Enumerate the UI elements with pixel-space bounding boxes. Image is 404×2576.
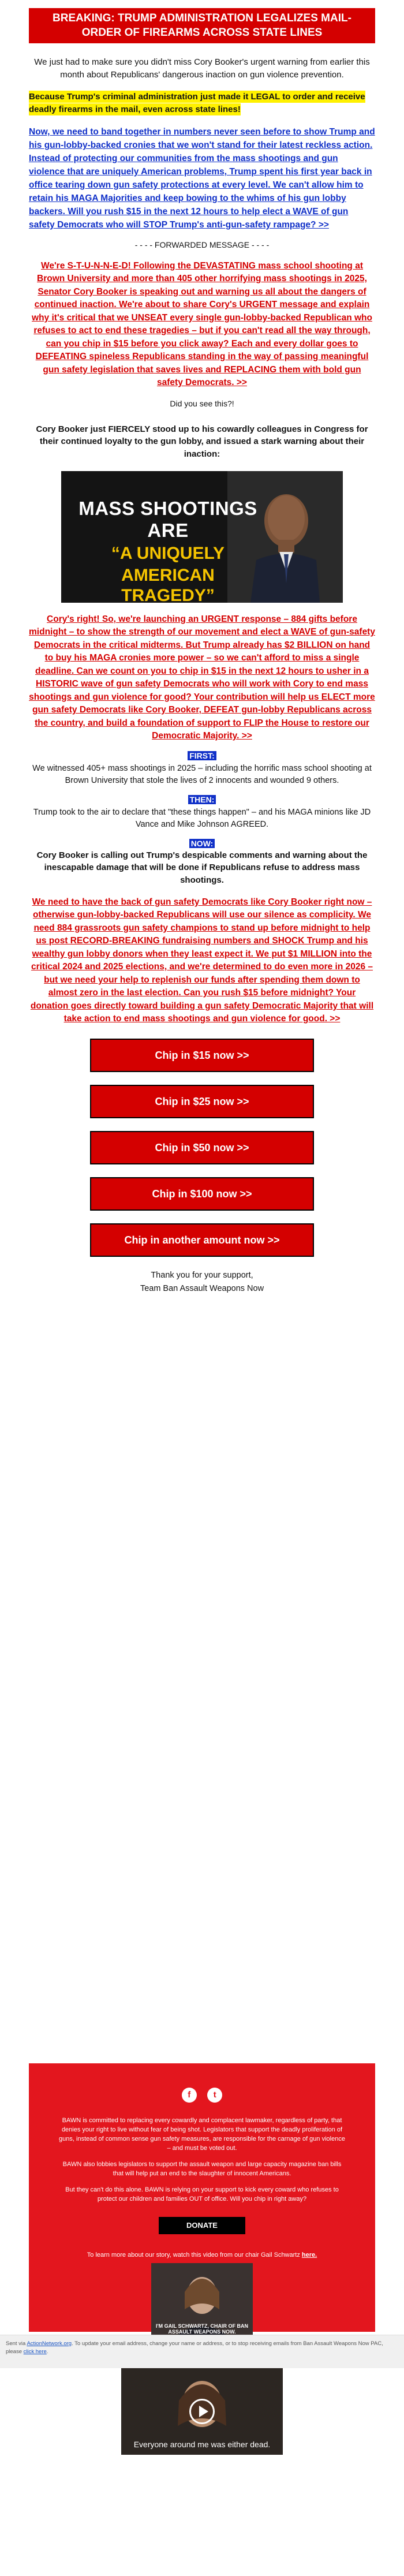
first-text: We witnessed 405+ mass shootings in 2025 – including the horrific mass school shooting at Brown University that stole the lives of 2 innocents and wounded 9 others.	[32, 763, 372, 785]
sent-via-bar: Sent via ActionNetwork.org. To update your email address, change your name or address, or to stop receiving emails from Ban Assault Weapons Now PAC, please click here.	[0, 2335, 404, 2368]
footer-mission: BAWN is committed to replacing every cowardly and complacent lawmaker, regardless of party, that denies your right to live without fear of being shot. Legislators that support the deadly proliferation of guns, instead of common sense gun safety measures, are responsible for the carnage of gun violence – and must be voted out.	[59, 2117, 345, 2152]
video1-caption: I'M GAIL SCHWARTZ, CHAIR OF BAN ASSAULT WEAPONS NOW.	[156, 2323, 248, 2335]
facebook-icon[interactable]: f	[182, 2088, 197, 2103]
gail-schwartz-video[interactable]	[151, 2263, 253, 2339]
blue-appeal-link[interactable]: Now, we need to band together in numbers never seen before to show Trump and his gun-lobby-backed cronies that we won't stand for their latest reckless action. Instead of protecting our communities from the mass shootings and gun violence that are uniquely American problems, Trump spent his first year back in office tearing down gun safety protections at every level. We can't allow him to retain his MAGA Majorities and keep bowing to the whims of his gun lobby backers. Will you rush $15 in the next 12 hours to help elect a WAVE of gun safety Democrats who will STOP Trump's anti-gun-safety rampage? >>	[29, 127, 375, 230]
first-label: FIRST:	[29, 751, 375, 761]
fewer-emails[interactable]	[29, 2467, 375, 2474]
signature-line: Team Ban Assault Weapons Now	[140, 1283, 264, 1293]
chip-in-100-button[interactable]: Chip in $100 now >>	[90, 1177, 314, 1211]
now-label: NOW:	[29, 839, 375, 849]
fewer-emails-link[interactable]: If you want to stay updated but receive fewer emails, please let us know.	[93, 2467, 311, 2474]
booker-quote-image[interactable]	[61, 471, 343, 603]
story-video-text: To learn more about our story, watch this video from our chair Gail Schwartz here.	[87, 2251, 317, 2258]
red-appeal-2[interactable]	[29, 613, 375, 743]
donation-buttons	[29, 1039, 375, 1257]
red-appeal-1-link[interactable]: We're S-T-U-N-N-E-D! Following the DEVASTATING mass school shooting at Brown University and more than 405 other horrifying mass shootings in 2025, Senator Cory Booker is speaking out and warning us all about the dangers of continued inaction. We're about to share Cory's URGENT message and explain why it's critical that we UNSEAT every single gun-lobby-backed Republican who refuses to act to end these tragedies – but if you can't read all the way through, can you chip in $15 before you click away? Each and every dollar goes to DEFEATING spineless Republicans standing in the way of passing meaningful gun safety legislation that saves lives and REPLACING them with bold gun safety Democrats. >>	[32, 260, 372, 388]
unsubscribe[interactable]: If you wish to unsubscribe, please click here	[140, 2480, 264, 2487]
red-appeal-2-link[interactable]: Cory's right! So, we're launching an URGENT response – 884 gifts before midnight – to show the strength of our movement and elect a WAVE of gun-safety Democrats in the critical midterms. But Trump already has $2 BILLION on hand to buy his MAGA cronies more power – so we can't afford to miss a single deadline. Can we count on you to chip in $15 in the next 12 hours to usher in a HISTORIC wave of gun safety Democrats who will work with Cory to end mass shootings and gun violence for good? Your contribution will help us ELECT more gun safety Democrats like Cory Booker, DEFEAT gun-lobby Republicans across the country, and build a foundation of support to FLIP the House to restore our Democratic Majority. >>	[29, 614, 375, 741]
donate-button[interactable]: DONATE	[159, 2217, 245, 2234]
footer-appeal: But they can't do this alone. BAWN is relying on your support to kick every coward who refuses to protect our children and families OUT of office. Will you chip in right away?	[65, 2186, 339, 2202]
now-text: Cory Booker is calling out Trump's despicable comments and warning about the inescapable damage that will be done if Republicans refuse to address mass shootings.	[36, 850, 368, 886]
intro-text: We just had to make sure you didn't miss Cory Booker's urgent warning from earlier this month about Republicans' dangerous inaction on gun violence prevention.	[34, 57, 370, 80]
mailing-address: Ban Assault Weapons Now PAC 6619 S Dixie Hwy #148 Miami, FL 33143 United States	[154, 2502, 250, 2540]
twitter-icon[interactable]: t	[207, 2088, 222, 2103]
play-icon[interactable]	[189, 2399, 215, 2424]
blue-appeal[interactable]	[29, 126, 375, 232]
chip-in-15-button[interactable]: Chip in $15 now >>	[90, 1039, 314, 1072]
click-here-link[interactable]: click here	[23, 2349, 47, 2355]
video2-caption: Everyone around me was either dead.	[133, 2439, 271, 2449]
chip-in-other-button[interactable]: Chip in another amount now >>	[90, 1223, 314, 1257]
yellow-highlight: Because Trump's criminal administration just made it LEGAL to order and receive deadly firearms in the mail, even across state lines!	[29, 91, 365, 114]
did-you-see: Did you see this?!	[170, 398, 234, 408]
thanks-line: Thank you for your support,	[151, 1270, 253, 1280]
chip-in-25-button[interactable]: Chip in $25 now >>	[90, 1085, 314, 1118]
red-appeal-3[interactable]	[29, 896, 375, 1026]
then-label: THEN:	[29, 795, 375, 805]
then-text: Trump took to the air to declare that "these things happen" – and his MAGA minions like JD Vance and Mike Johnson AGREED.	[33, 807, 371, 829]
social-links	[29, 2063, 375, 2103]
cory-booker-photo	[245, 485, 320, 603]
headline-banner: BREAKING: TRUMP ADMINISTRATION LEGALIZES MAIL-ORDER OF FIREARMS ACROSS STATE LINES	[29, 8, 375, 43]
image-text: MASS SHOOTINGS ARE “A UNIQUELY AMERICAN TRAGEDY”	[78, 497, 257, 603]
footer-lobby: BAWN also lobbies legislators to support the assault weapon and large capacity magazine ban bills that will help put an end to the slaughter of innocent Americans.	[62, 2160, 342, 2177]
parkland-pulse-video[interactable]	[121, 2368, 283, 2455]
actionnetwork-link[interactable]: ActionNetwork.org	[27, 2340, 72, 2347]
red-appeal-3-link[interactable]: We need to have the back of gun safety Democrats like Cory Booker right now – otherwise gun-lobby-backed Republicans will use our silence as complicity. We need 884 grassroots gun safety champions to stand up before midnight to help us post RECORD-BREAKING fundraising numbers and SHOCK Trump and his wealthy gun lobby donors when they least expect it. We put $1 MILLION into the critical 2024 and 2025 elections, and we're determined to do even more in 2026 – but we need your help to replenish our funds after spending them down to almost zero in the last election. Can you rush $15 before midnight? Your donation goes directly toward building a gun safety Democratic Majority that will take action to end mass shootings and gun violence for good. >>	[30, 897, 374, 1024]
cory-stood-text: Cory Booker just FIERCELY stood up to his cowardly colleagues in Congress for their continued loyalty to the gun lobby, and issued a stark warning about their inaction:	[36, 424, 368, 460]
chip-in-50-button[interactable]: Chip in $50 now >>	[90, 1131, 314, 1164]
forwarded-divider: - - - - FORWARDED MESSAGE - - - -	[134, 240, 270, 249]
story-video-link[interactable]: here.	[301, 2251, 317, 2258]
paid-for-box: Paid for by Ban Assault Weapons Now PAC	[132, 2554, 272, 2576]
red-appeal-1[interactable]	[29, 260, 375, 390]
